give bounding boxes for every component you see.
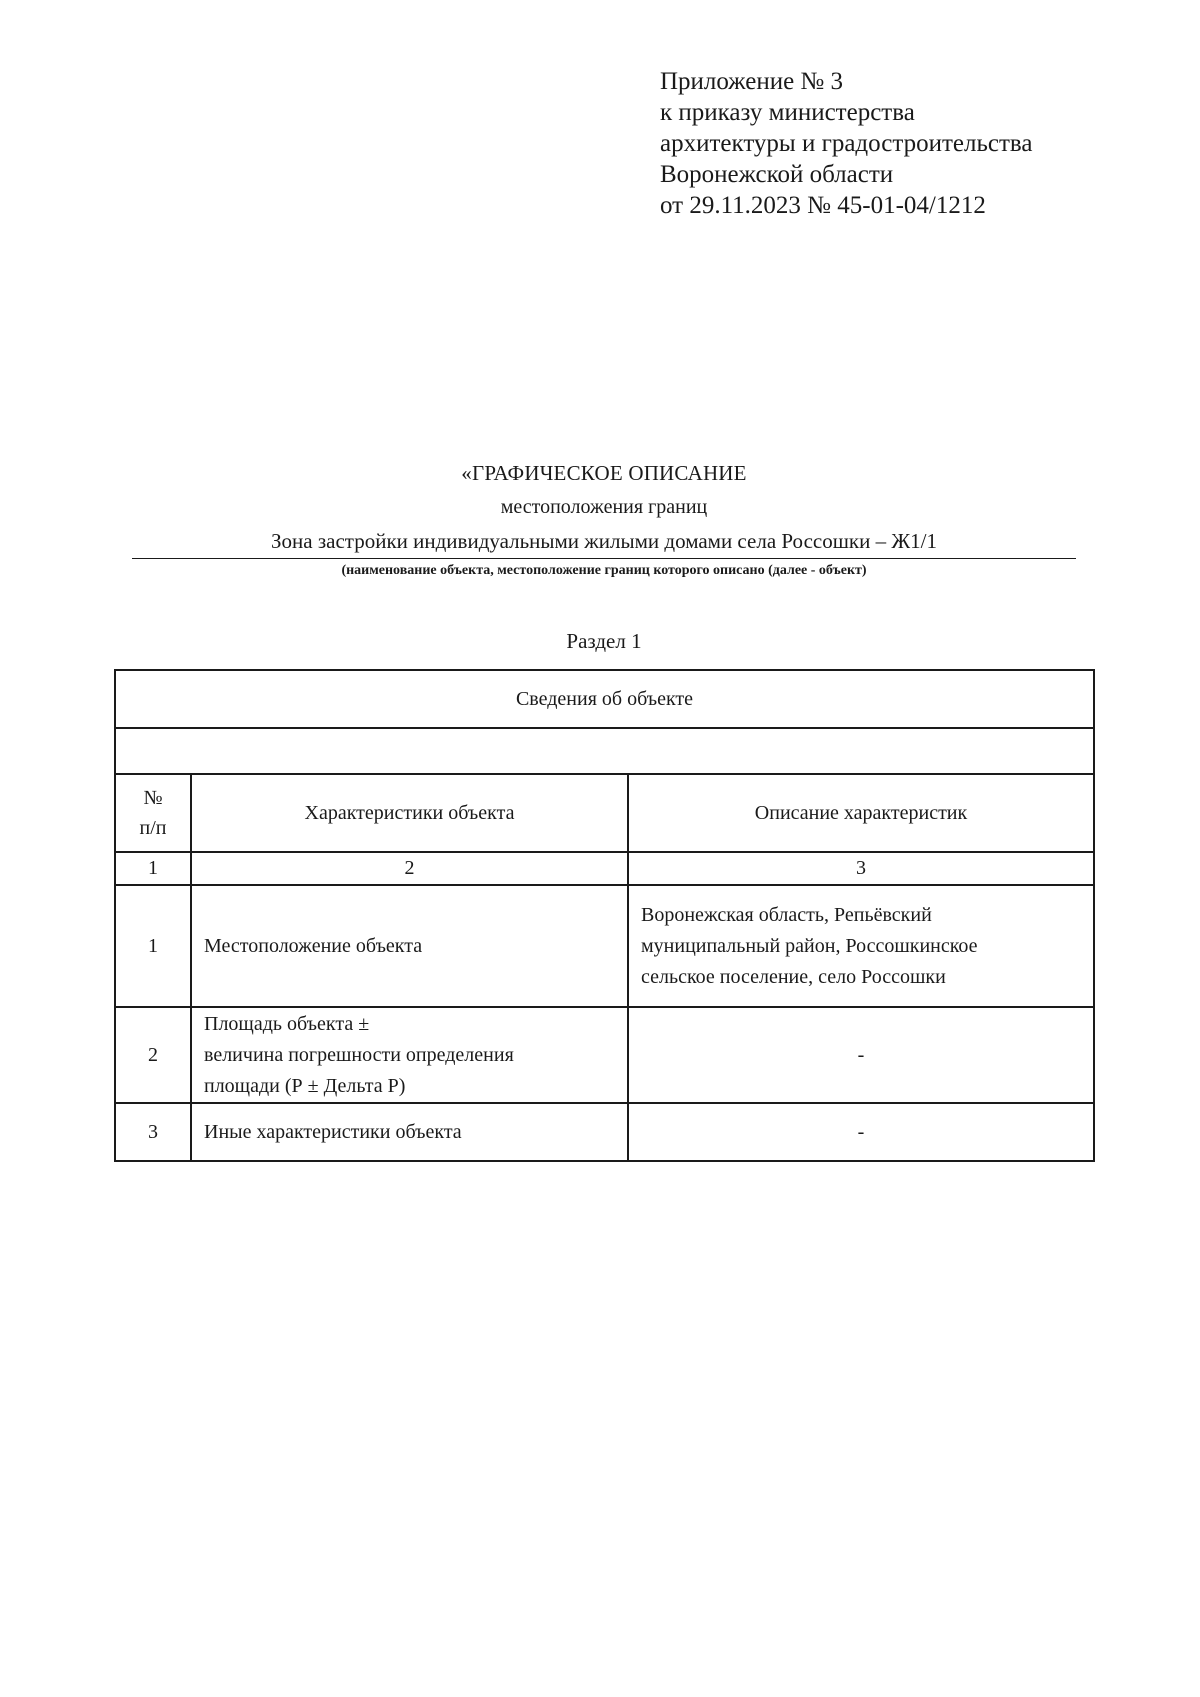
document-title: «ГРАФИЧЕСКОЕ ОПИСАНИЕ — [461, 461, 747, 485]
object-info-table — [114, 669, 1095, 1162]
row-description: - — [628, 1103, 1094, 1161]
appendix-header — [660, 66, 1160, 221]
column-header-number-line: № — [143, 787, 163, 809]
column-number-row — [115, 852, 1094, 885]
section-label: Раздел 1 — [566, 629, 642, 653]
row-characteristic: Иные характеристики объекта — [191, 1103, 628, 1161]
table-header-row — [115, 670, 1094, 728]
characteristic-line: площади (Р ± Дельта Р) — [204, 1074, 406, 1097]
appendix-line: архитектуры и градостроительства — [660, 130, 1033, 157]
table-row — [115, 1103, 1094, 1161]
document-subtitle: местоположения границ — [500, 496, 708, 518]
description-line: сельское поселение, село Россошки — [641, 965, 946, 988]
description-line: Воронежская область, Репьёвский — [641, 903, 932, 926]
row-characteristic: Местоположение объекта — [191, 885, 628, 1007]
row-description — [628, 885, 1094, 1007]
characteristic-line: величина погрешности определения — [204, 1043, 514, 1066]
document-title-block — [132, 458, 1076, 581]
column-header-number — [115, 774, 191, 852]
empty-cell — [115, 728, 1094, 774]
appendix-date-number: от 29.11.2023 № 45-01-04/1212 — [660, 192, 986, 219]
row-number: 1 — [115, 885, 191, 1007]
table-row — [115, 885, 1094, 1007]
appendix-line: к приказу министерства — [660, 99, 915, 126]
row-number: 2 — [115, 1007, 191, 1103]
table-row — [115, 1007, 1094, 1103]
object-name: Зона застройки индивидуальными жилыми домами села Россошки – Ж1/1 — [132, 526, 1076, 559]
table-header: Сведения об объекте — [115, 670, 1094, 728]
column-header-characteristics: Характеристики объекта — [191, 774, 628, 852]
column-number: 3 — [628, 852, 1094, 885]
appendix-line: Приложение № 3 — [660, 68, 844, 95]
description-line: муниципальный район, Россошкинское — [641, 934, 978, 957]
appendix-line: Воронежской области — [660, 161, 894, 188]
column-number: 2 — [191, 852, 628, 885]
row-number: 3 — [115, 1103, 191, 1161]
column-header-number-line: п/п — [139, 817, 167, 839]
row-description: - — [628, 1007, 1094, 1103]
table-empty-row — [115, 728, 1094, 774]
column-number: 1 — [115, 852, 191, 885]
characteristic-line: Площадь объекта ± — [204, 1012, 370, 1035]
column-header-description: Описание характеристик — [628, 774, 1094, 852]
object-name-caption: (наименование объекта, местоположение границ которого описано (далее - объект) — [341, 563, 867, 578]
column-header-row — [115, 774, 1094, 852]
row-characteristic — [191, 1007, 628, 1103]
